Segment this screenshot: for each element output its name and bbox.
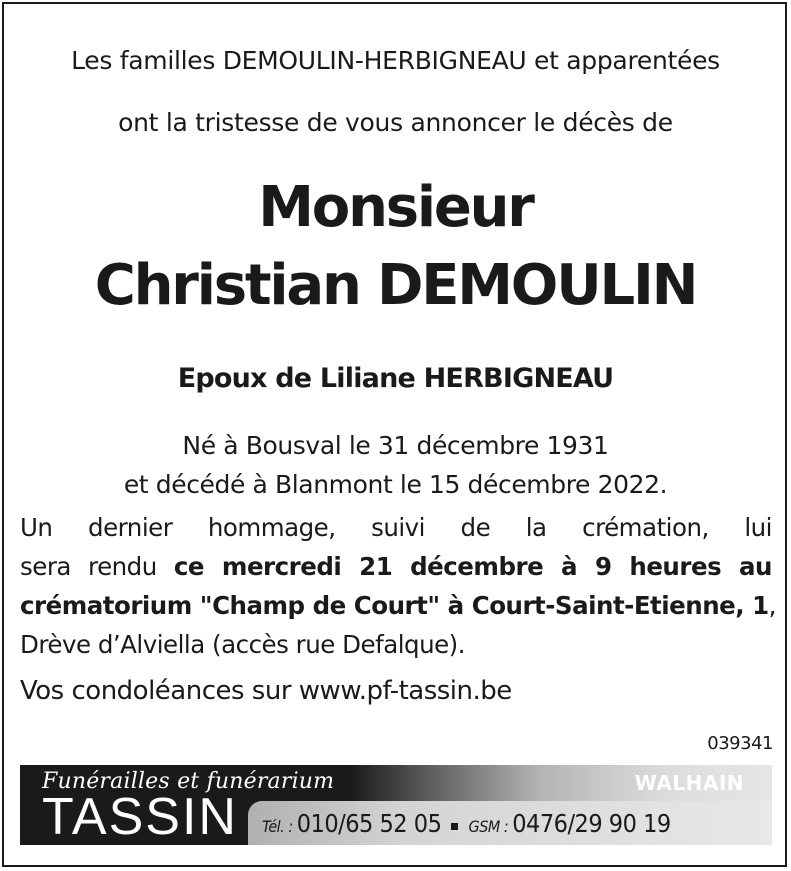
death-line: et décédé à Blanmont le 15 décembre 2022. [123,470,668,499]
banner-phones [262,805,671,845]
ceremony-line-1: Un dernier hommage, suivi de la crémation, lui [20,513,772,542]
reference-number: 039341 [707,733,773,754]
ceremony-line-2-normal: sera rendu [20,552,174,581]
birth-line: Né à Bousval le 31 décembre 1931 [182,431,609,460]
spouse-line: Epoux de Liliane HERBIGNEAU [177,363,614,394]
tel-label: Tél. : [262,817,293,836]
ceremony-line-4: Drève d’Alviella (accès rue Defalque). [20,630,466,659]
gsm-number: 0476/29 90 19 [512,809,671,838]
ceremony-venue: crématorium "Champ de Court" à Court-Saint-Etienne, 1 [20,591,769,620]
intro-line-2: ont la tristesse de vous annoncer le décès de [118,108,673,137]
banner-brand: TASSIN [42,788,238,845]
separator-square-icon [451,823,458,830]
banner-city: WALHAIN [634,771,744,795]
ceremony-date-time: ce mercredi 21 décembre à 9 heures au [173,552,772,581]
deceased-title: Monsieur [258,175,533,240]
ceremony-line-3-normal: , [768,591,776,620]
intro-line-1: Les familles DEMOULIN-HERBIGNEAU et apparentées [71,46,720,75]
tel-number: 010/65 52 05 [296,809,442,838]
banner-subtitle: Funérailles et funérarium [42,769,335,794]
ceremony-line-2 [20,547,772,586]
deceased-name: Christian DEMOULIN [94,253,697,318]
gsm-label: GSM : [468,817,509,836]
ceremony-line-3 [20,586,776,625]
condolences-line: Vos condoléances sur www.pf-tassin.be [20,676,512,706]
ceremony-paragraph [20,508,776,664]
funeral-home-banner [20,765,772,845]
